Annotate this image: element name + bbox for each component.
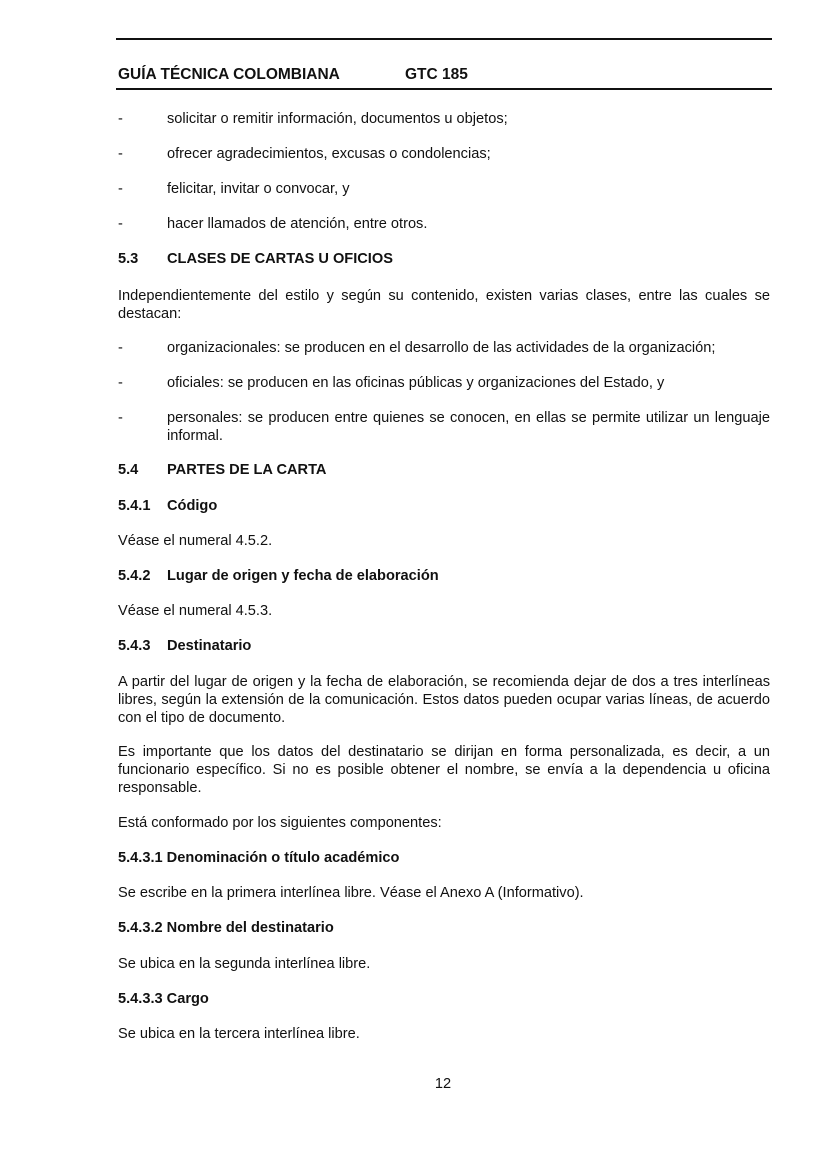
list-item: personales: se producen entre quienes se conocen, en ellas se permite utilizar un lenguaje informal.: [167, 410, 770, 444]
paragraph: Está conformado por los siguientes componentes:: [118, 815, 442, 831]
subsection-heading: 5.4.3.1 Denominación o título académico: [118, 850, 400, 866]
page-number: 12: [434, 1076, 452, 1092]
list-item: ofrecer agradecimientos, excusas o condolencias;: [167, 146, 491, 162]
section-number: 5.4.3: [118, 638, 151, 654]
paragraph: Independientemente del estilo y según su contenido, existen varias clases, entre las cuales se destacan:: [118, 288, 770, 322]
header-rule-bottom: [116, 88, 772, 90]
list-item: solicitar o remitir información, documentos u objetos;: [167, 111, 508, 127]
section-number: 5.4: [118, 462, 139, 478]
header-title: GUÍA TÉCNICA COLOMBIANA: [118, 66, 340, 83]
subsection-heading: 5.4.3.2 Nombre del destinatario: [118, 920, 334, 936]
paragraph: A partir del lugar de origen y la fecha de elaboración, se recomienda dejar de dos a tres interlíneas libres, según la extensión de la comunicación. Estos datos pueden ocupar varias líneas, de acuerdo con el tipo de documento.: [118, 674, 770, 726]
list-item: organizacionales: se producen en el desarrollo de las actividades de la organización;: [167, 340, 716, 356]
list-item: hacer llamados de atención, entre otros.: [167, 216, 428, 232]
section-title: CLASES DE CARTAS U OFICIOS: [167, 251, 393, 267]
section-number: 5.4.2: [118, 568, 151, 584]
bullet-dash: -: [118, 216, 123, 232]
list-item: oficiales: se producen en las oficinas públicas y organizaciones del Estado, y: [167, 375, 665, 391]
list-item: felicitar, invitar o convocar, y: [167, 181, 350, 197]
section-title: PARTES DE LA CARTA: [167, 462, 327, 478]
subsection-heading: 5.4.3.3 Cargo: [118, 991, 209, 1007]
section-title: Código: [167, 498, 218, 514]
bullet-dash: -: [118, 340, 123, 356]
paragraph: Véase el numeral 4.5.3.: [118, 603, 273, 619]
header-code: GTC 185: [405, 66, 468, 83]
bullet-dash: -: [118, 375, 123, 391]
bullet-dash: -: [118, 146, 123, 162]
paragraph: Véase el numeral 4.5.2.: [118, 533, 273, 549]
paragraph: Se escribe en la primera interlínea libre. Véase el Anexo A (Informativo).: [118, 885, 584, 901]
paragraph: Se ubica en la tercera interlínea libre.: [118, 1026, 360, 1042]
paragraph: Se ubica en la segunda interlínea libre.: [118, 956, 371, 972]
header-rule-top: [116, 38, 772, 40]
section-number: 5.4.1: [118, 498, 151, 514]
bullet-dash: -: [118, 181, 123, 197]
section-title: Destinatario: [167, 638, 252, 654]
paragraph: Es importante que los datos del destinatario se dirijan en forma personalizada, es decir, a un funcionario específico. Si no es posible obtener el nombre, se envía a la dependencia u oficina responsable.: [118, 744, 770, 796]
bullet-dash: -: [118, 111, 123, 127]
section-number: 5.3: [118, 251, 139, 267]
section-title: Lugar de origen y fecha de elaboración: [167, 568, 439, 584]
bullet-dash: -: [118, 410, 123, 426]
